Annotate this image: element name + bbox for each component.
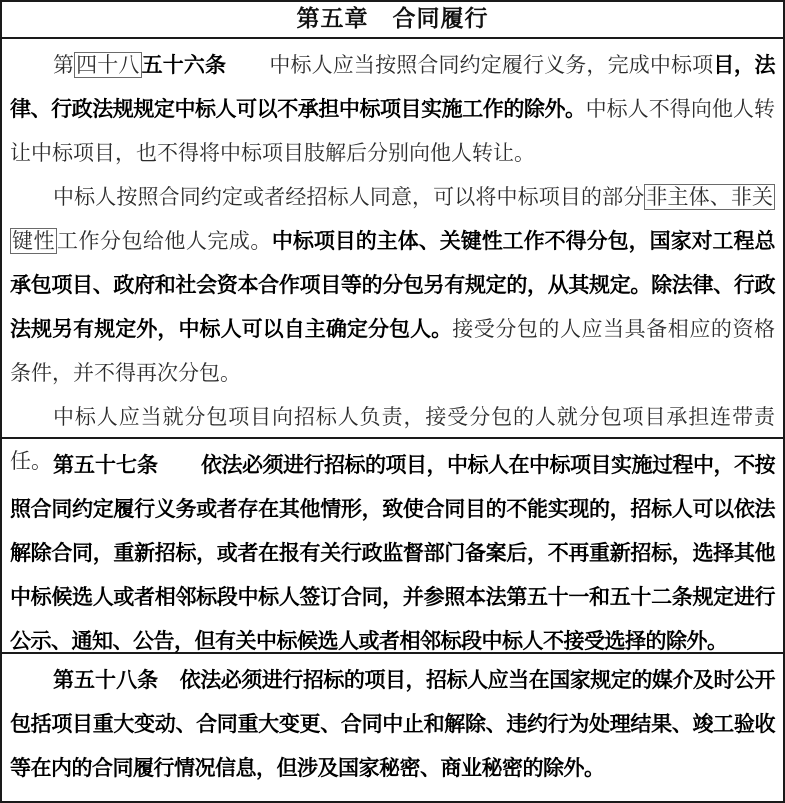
article-row-57	[2, 439, 783, 654]
amended-text-run: 中标项目的主体、关键性工作不得分包，国家对工程总承包项目、政府和社会资本合作项目等的分包另有规定的，从其规定。除法律、行政法规另有规定外，中标人可以自主确定分包人。	[10, 228, 776, 341]
original-text-run: 工作分包给他人完成。	[56, 228, 272, 253]
original-text-run: 中标人按照合同约定或者经招标人同意，可以将中标项目的部分	[53, 184, 645, 209]
spacer	[158, 668, 180, 692]
original-text-run: 接受分包的人应当具备相应的资格条件，并不得再次分包。	[10, 316, 776, 385]
spacer	[226, 53, 269, 77]
boxed-replaced-text: 四十八	[76, 52, 140, 77]
amended-text-run: 依法必须进行招标的项目，招标人应当在国家规定的媒介及时公开包括项目重大变动、合同重大变更、合同中止和解除、违约行为处理结果、竣工验收等在内的合同履行情况信息，但涉及国家秘密、商业秘密的除外。	[10, 667, 775, 780]
original-text-run: 中标人应当就分包项目向招标人负责，接受分包的人就分包项目承担连带责任。	[10, 404, 775, 473]
article-number: 第五十八条	[53, 667, 159, 692]
article-row-58	[2, 654, 783, 801]
article-number: 第五十七条	[53, 452, 158, 477]
amended-text-run: 目，法律、行政法规规定中标人可以不承担中标项目实施工作的除外。	[10, 52, 776, 121]
chapter-title-row	[2, 2, 783, 39]
paragraph	[10, 443, 775, 663]
boxed-replaced-text: 非主体、非关键性	[12, 184, 774, 253]
original-text-run: 中标人不得向他人转让中标项目，也不得将中标项目肢解后分别向他人转让。	[10, 96, 776, 165]
amended-text-run: 依法必须进行招标的项目，中标人在中标项目实施过程中，不按照合同约定履行义务或者存在其他情形，致使合同目的不能实现的，招标人可以依法解除合同，重新招标，或者在报有关行政监督部门备案后，不再重新招标，选择其他中标候选人或者相邻标段中标人签订合同，并参照本法第五十一和五十二条规定进行公示、通知、公告，但有关中标候选人或者相邻标段中标人不接受选择的除外。	[10, 452, 776, 653]
original-text-run: 第	[53, 52, 75, 77]
spacer	[158, 453, 201, 477]
paragraph	[10, 43, 775, 175]
article-number: 五十六条	[141, 52, 227, 77]
chapter-title: 第五章 合同履行	[296, 5, 489, 32]
paragraph	[10, 658, 775, 790]
original-text-run: 中标人应当按照合同约定履行义务，完成中标项	[269, 52, 714, 77]
paragraph	[10, 175, 775, 395]
